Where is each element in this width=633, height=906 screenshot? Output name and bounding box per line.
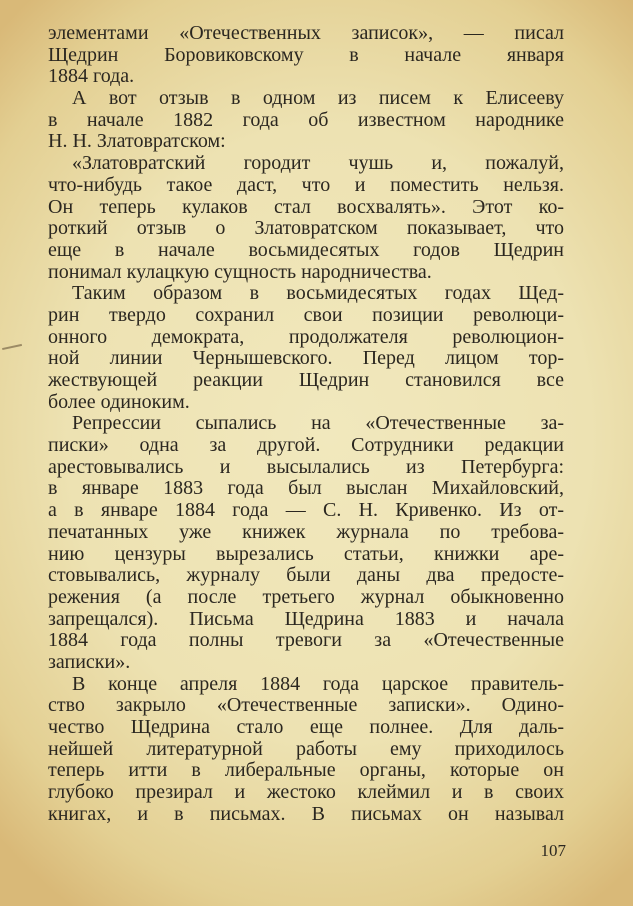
text-line: теперь итти в либеральные органы, которые он	[48, 759, 564, 782]
text-line: онного демократа, продолжателя революцион-	[48, 325, 564, 348]
body-text	[48, 23, 564, 825]
text-line: 1884 года полны тревоги за «Отечественные	[48, 629, 564, 652]
text-line: чество Щедрина стало еще полнее. Для даль-	[48, 716, 564, 738]
text-line: что-нибудь такое даст, что и поместить нельзя.	[48, 173, 564, 196]
text-line: рин твердо сохранил свои позиции революци-	[48, 303, 564, 326]
text-line: глубоко презирал и жестоко клеймил и в своих	[48, 781, 564, 804]
paragraph	[48, 88, 564, 153]
text-line: нию цензуры вырезались статьи, книжки аре-	[48, 542, 564, 565]
text-line: Таким образом в восьмидесятых годах Щед-	[72, 282, 564, 305]
paragraph	[48, 413, 564, 673]
text-line: роткий отзыв о Златовратском показывает, что	[48, 217, 564, 240]
text-line: В конце апреля 1884 года царское правитель-	[72, 672, 564, 695]
text-line: записки».	[48, 650, 131, 673]
text-line: «Златовратский городит чушь и, пожалуй,	[72, 152, 564, 175]
text-line: а в январе 1884 года — С. Н. Кривенко. Из от-	[48, 499, 564, 522]
text-line: элементами «Отечественных записок», — писал	[48, 22, 564, 44]
paragraph	[48, 153, 564, 283]
text-line: еще в начале восьмидесятых годов Щедрин	[48, 238, 564, 261]
text-line: ство закрыло «Отечественные записки». Одино-	[48, 694, 564, 717]
page-number: 107	[540, 841, 566, 860]
margin-pencil-mark	[2, 344, 22, 350]
text-line: понимал кулацкую сущность народничества.	[48, 260, 432, 283]
paragraph	[48, 23, 564, 88]
text-line: арестовывались и высылались из Петербурга:	[48, 455, 564, 478]
text-line: нейшей литературной работы ему приходилось	[48, 737, 564, 760]
text-line: Щедрин Боровиковскому в начале января	[48, 43, 564, 66]
text-line: А вот отзыв в одном из писем к Елисееву	[72, 87, 564, 110]
text-line: жествующей реакции Щедрин становился все	[48, 369, 564, 391]
text-line: более одиноким.	[48, 390, 190, 413]
text-line: в начале 1882 года об известном народнике	[48, 108, 564, 131]
text-line: стовывались, журналу были даны два предосте-	[48, 564, 564, 587]
text-line: Он теперь кулаков стал восхвалять». Этот ко-	[48, 195, 564, 218]
text-line: в январе 1883 года был выслан Михайловский,	[48, 477, 564, 500]
text-line: печатанных уже книжек журнала по требова-	[48, 520, 564, 543]
text-line: ной линии Чернышевского. Перед лицом тор-	[48, 347, 564, 370]
paragraph	[48, 674, 564, 826]
paragraph	[48, 283, 564, 413]
text-line: режения (а после третьего журнал обыкновенно	[48, 585, 564, 608]
text-line: писки» одна за другой. Сотрудники редакции	[48, 434, 564, 457]
text-line: запрещался). Письма Щедрина 1883 и начала	[48, 607, 564, 630]
text-line: 1884 года.	[48, 65, 135, 88]
text-line: Н. Н. Златовратском:	[48, 130, 226, 153]
text-line: книгах, и в письмах. В письмах он называл	[48, 802, 564, 825]
text-line: Репрессии сыпались на «Отечественные за-	[72, 412, 564, 435]
